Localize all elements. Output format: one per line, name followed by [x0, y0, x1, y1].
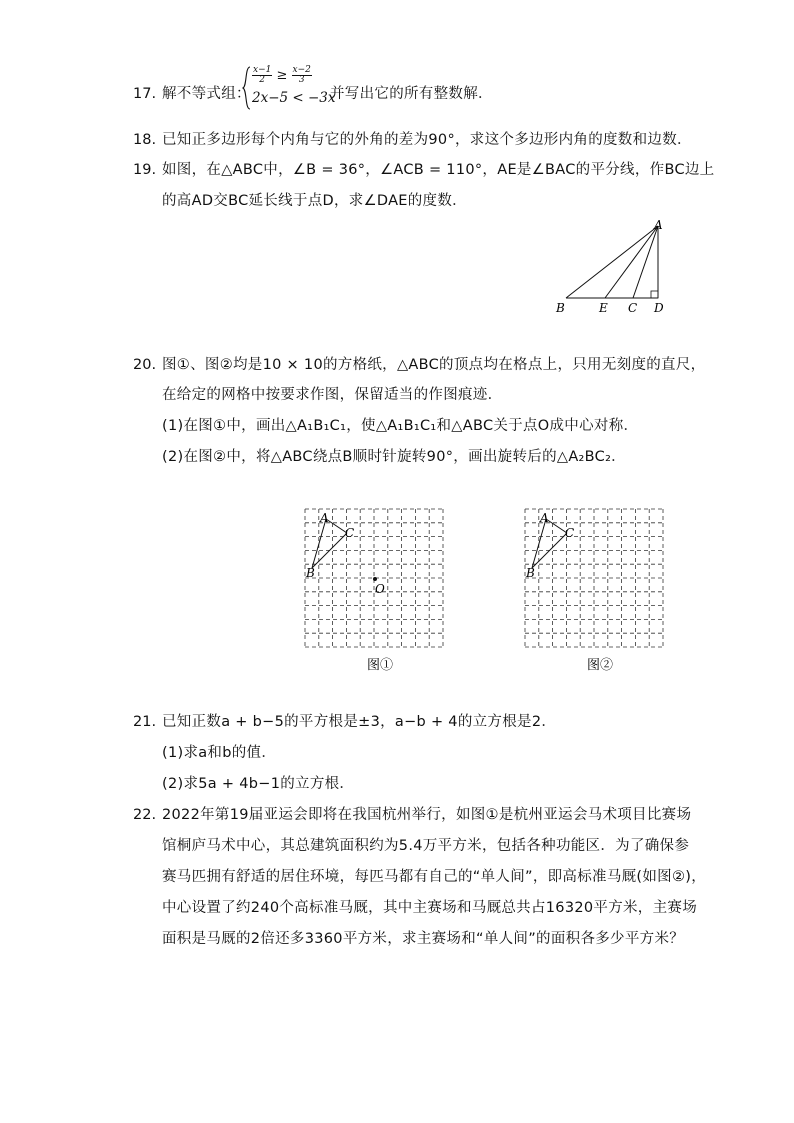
- q19-triangle-figure: [550, 216, 675, 316]
- q22-line4: 中心设置了约240个高标准马厩，其中主赛场和马厩总共占16320平方米，主赛场: [162, 900, 697, 916]
- grid2-label-A: A: [540, 511, 549, 525]
- grid-figure-2: [520, 505, 670, 680]
- q21-part1: (1)求a和b的值．: [162, 745, 277, 761]
- grid1-label-B: B: [306, 566, 315, 580]
- q17-ineq1-numerator-left: x−1: [253, 65, 272, 75]
- q22-line3: 赛马匹拥有舒适的居住环境，每匹马都有自己的“单人间”，即高标准马厩(如图②)，: [162, 869, 707, 885]
- grid2-label-C: C: [565, 526, 575, 540]
- q22-number: 22.: [133, 807, 157, 823]
- grid1-label-O: O: [375, 582, 385, 596]
- q20-part1: (1)在图①中，画出△A₁B₁C₁，使△A₁B₁C₁和△ABC关于点O成中心对称．: [162, 418, 639, 434]
- q22-line1: 2022年第19届亚运会即将在我国杭州举行，如图①是杭州亚运会马术项目比赛场: [162, 807, 692, 823]
- brace-icon: [242, 66, 252, 110]
- grid1-point-O: [373, 577, 377, 581]
- q17-lead: 解不等式组：: [162, 86, 251, 102]
- grid2-label-B: B: [526, 566, 535, 580]
- q18-text: 已知正多边形每个内角与它的外角的差为90°，求这个多边形内角的度数和边数．: [162, 132, 692, 148]
- q19-line2: 的高AD交BC延长线于点D，求∠DAE的度数．: [162, 193, 467, 209]
- q20-number: 20.: [133, 357, 157, 373]
- fig2-caption: 图②: [587, 658, 614, 673]
- q21-number: 21.: [133, 714, 157, 730]
- q20-line1: 图①、图②均是10 × 10的方格纸，△ABC的顶点均在格点上，只用无刻度的直尺，: [162, 357, 706, 373]
- q17-ineq1-numerator-right: x−2: [292, 65, 311, 75]
- q21-line1: 已知正数a + b−5的平方根是±3，a−b + 4的立方根是2．: [162, 714, 557, 730]
- grid-2-dashed-lines: [525, 509, 663, 647]
- right-angle-mark: [651, 291, 658, 298]
- fig1-caption: 图①: [367, 658, 394, 673]
- q17-ineq1-denominator-right: 3: [298, 75, 305, 85]
- q19-label-C: C: [628, 301, 638, 315]
- q17-ineq1-denominator-left: 2: [259, 75, 266, 85]
- q18-number: 18.: [133, 132, 157, 148]
- q21-part2: (2)求5a + 4b−1的立方根．: [162, 776, 355, 792]
- q20-line2: 在给定的网格中按要求作图，保留适当的作图痕迹．: [162, 387, 503, 403]
- q19-label-B: B: [556, 301, 565, 315]
- q19-side-AB: [566, 226, 658, 298]
- q19-bisector-AE: [605, 226, 658, 298]
- grid1-side-AC: [326, 519, 347, 533]
- q17-inequality-1: [252, 66, 312, 85]
- q17-number: 17.: [133, 86, 157, 102]
- grid1-label-A: A: [320, 511, 329, 525]
- q19-label-D: D: [654, 301, 664, 315]
- q19-label-A: A: [654, 218, 663, 232]
- q22-line5: 面积是马厩的2倍还多3360平方米，求主赛场和“单人间”的面积各多少平方米？: [162, 931, 685, 947]
- q17-ineq1-relation: ≥: [276, 68, 288, 83]
- grid1-label-C: C: [345, 526, 355, 540]
- q17-tail: 并写出它的所有整数解．: [330, 86, 493, 102]
- grid-figure-1: [300, 505, 450, 680]
- q19-number: 19.: [133, 162, 157, 178]
- q22-line2: 馆桐庐马术中心，其总建筑面积约为5.4万平方米，包括各种功能区．为了确保参: [162, 838, 690, 854]
- q20-part2: (2)在图②中，将△ABC绕点B顺时针旋转90°，画出旋转后的△A₂BC₂．: [162, 449, 626, 465]
- q19-side-AC: [633, 226, 658, 298]
- q19-label-E: E: [599, 301, 608, 315]
- q17-inequality-2: 2x−5 < −3x: [252, 90, 336, 106]
- q19-line1: 如图，在△ABC中，∠B = 36°，∠ACB = 110°，AE是∠BAC的平分线，作BC边上: [162, 162, 715, 178]
- grid2-side-AC: [546, 519, 567, 533]
